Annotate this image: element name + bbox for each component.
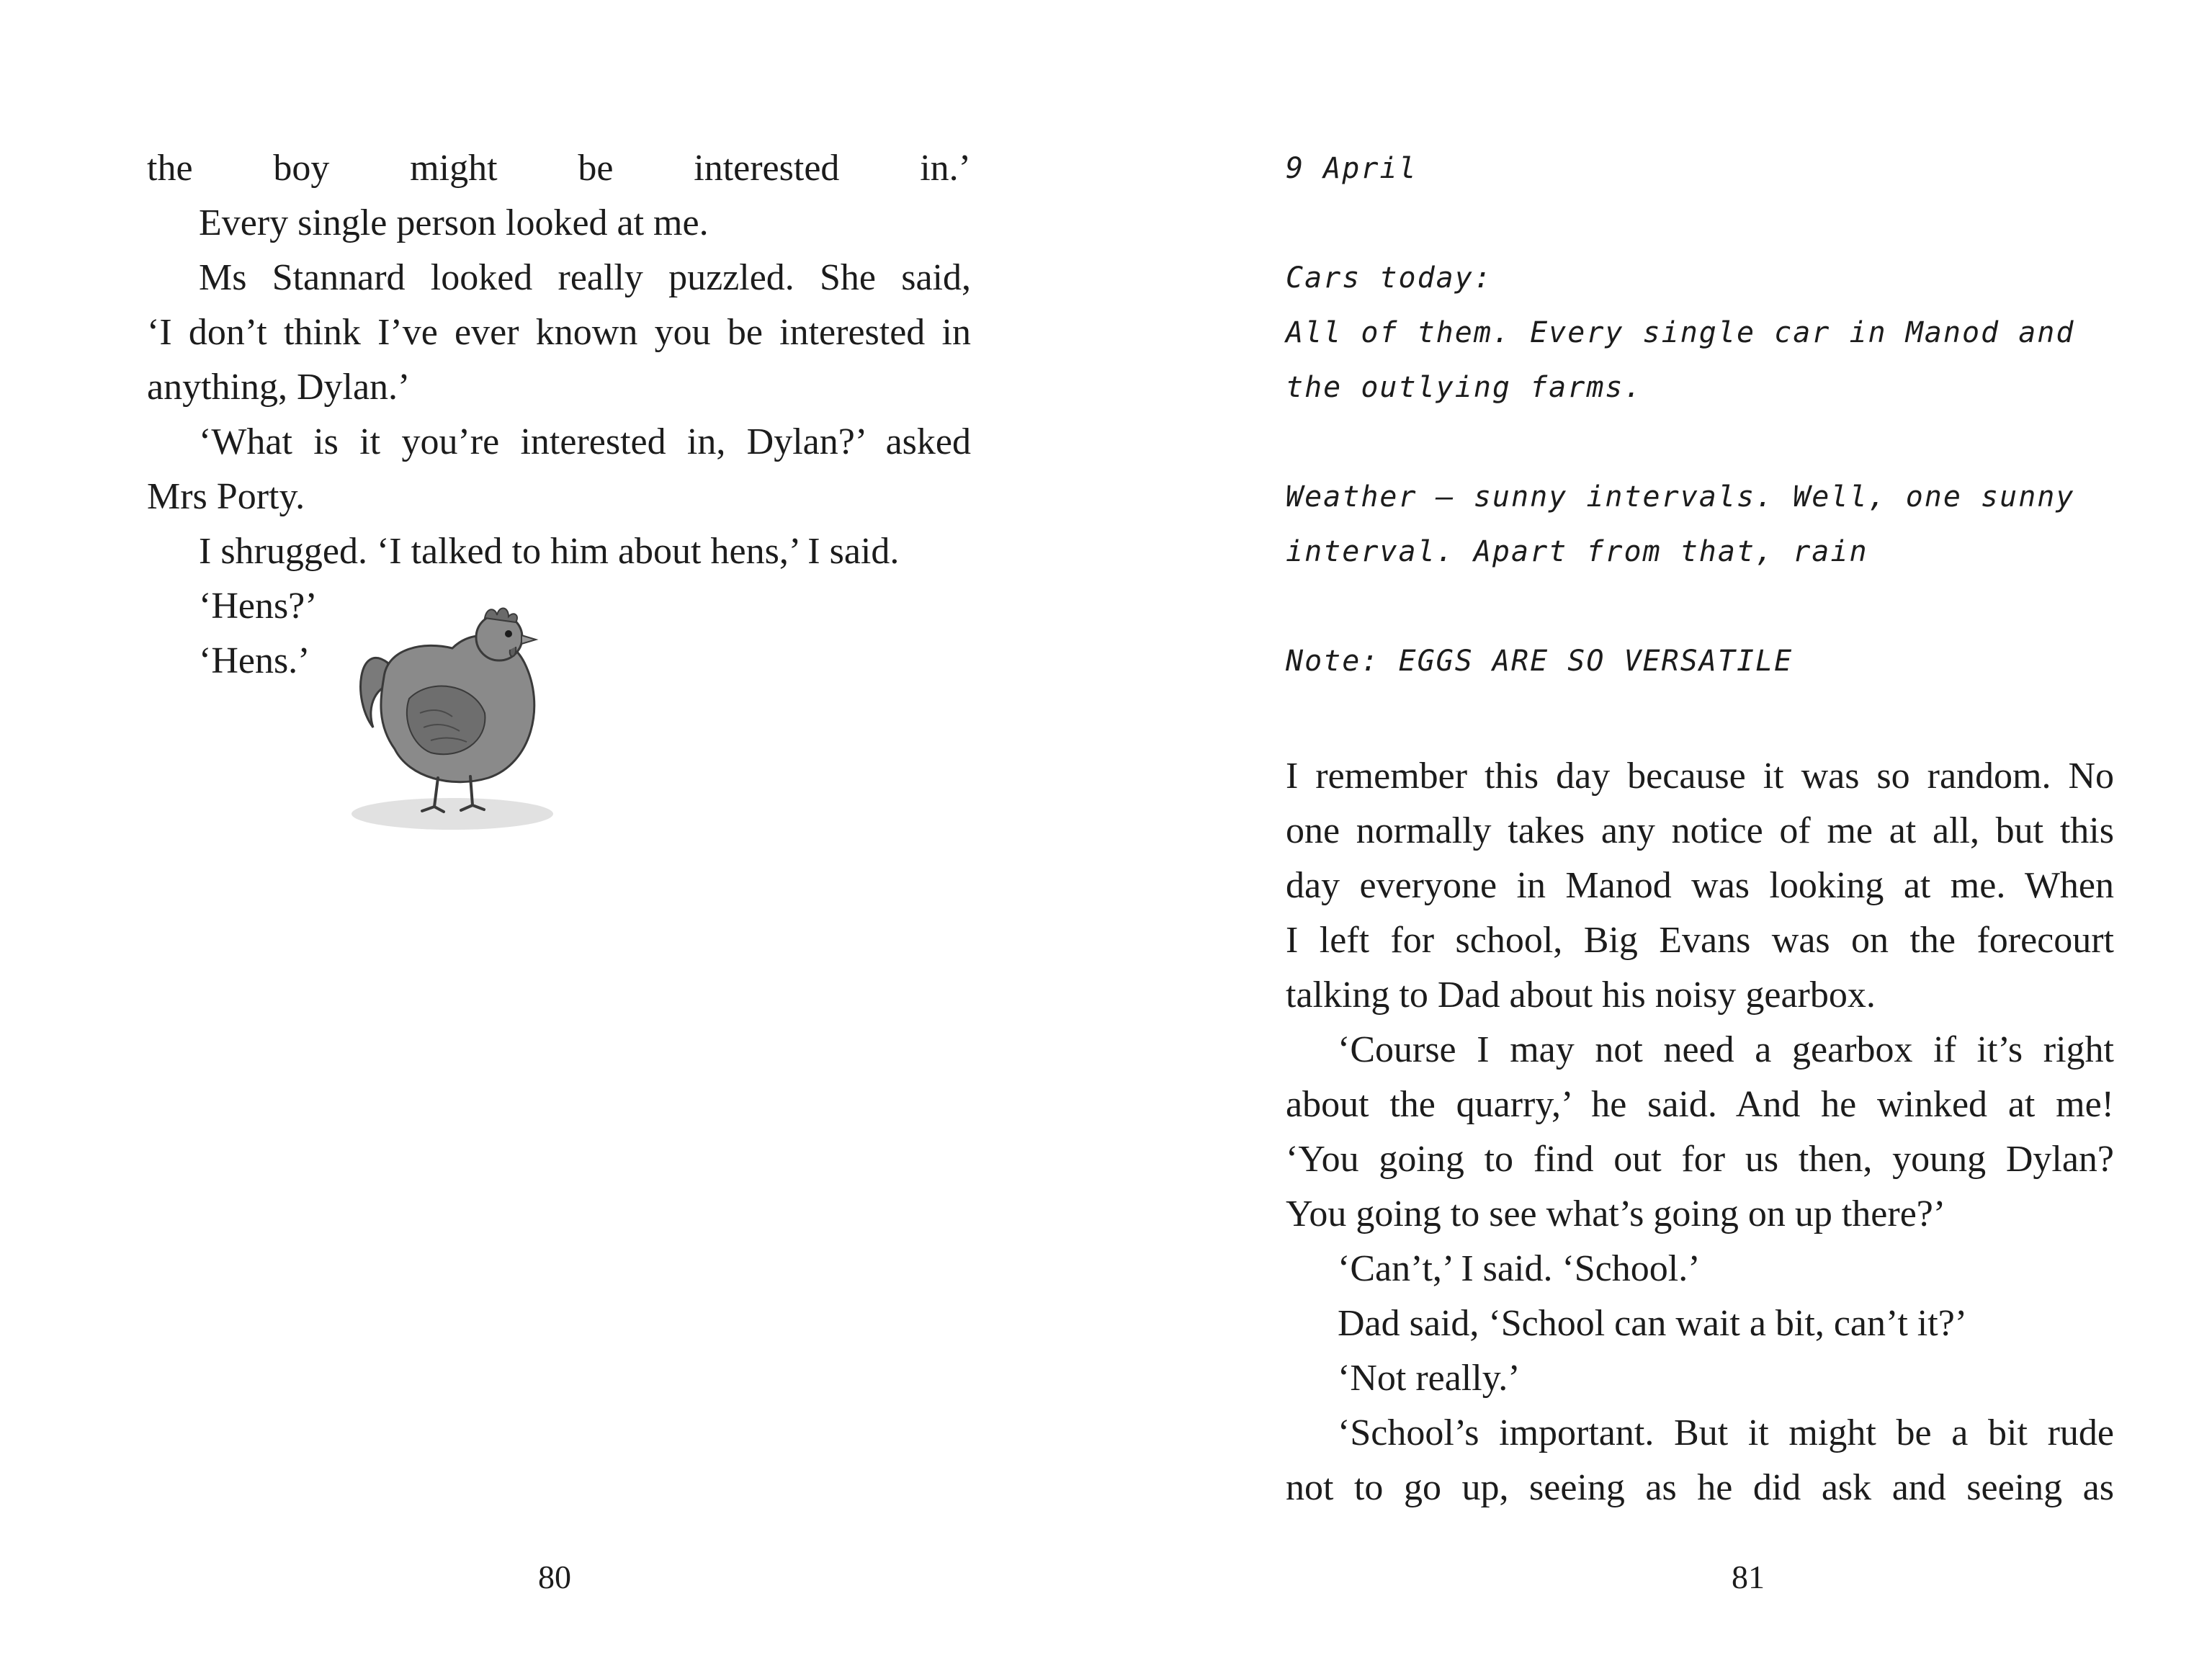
diary-weather-line: Weather – sunny intervals. Well, one sunny bbox=[1286, 480, 2075, 514]
page-number: 81 bbox=[1732, 1559, 1765, 1595]
text-line: ‘Not really.’ bbox=[1338, 1358, 1521, 1399]
text-line: ‘Course I may not need a gearbox if it’s right bbox=[1338, 1029, 2114, 1070]
text-line: ‘You going to find out for us then, young Dylan? bbox=[1286, 1139, 2114, 1180]
text-line: talking to Dad about his noisy gearbox. bbox=[1286, 974, 1876, 1016]
diary-weather-line: interval. Apart from that, rain bbox=[1286, 535, 1868, 568]
text-line: anything, Dylan.’ bbox=[147, 367, 411, 408]
diary-cars-heading: Cars today: bbox=[1286, 261, 1492, 295]
text-line: ‘Hens.’ bbox=[199, 640, 310, 681]
text-line: day everyone in Manod was looking at me. When bbox=[1286, 865, 2114, 906]
text-line: Mrs Porty. bbox=[147, 476, 305, 517]
text-line: I shrugged. ‘I talked to him about hens,’ I said. bbox=[199, 531, 900, 572]
text-line: I left for school, Big Evans was on the forecourt bbox=[1286, 920, 2114, 961]
text-line: not to go up, seeing as he did ask and seeing as bbox=[1286, 1467, 2114, 1508]
text-line: Every single person looked at me. bbox=[199, 202, 709, 243]
text-line: one normally takes any notice of me at all, but this bbox=[1286, 810, 2114, 851]
text-line: I remember this day because it was so random. No bbox=[1286, 756, 2114, 797]
text-line: the boy might be interested in.’ bbox=[147, 148, 971, 189]
text-line: ‘What is it you’re interested in, Dylan?’ asked bbox=[199, 421, 971, 462]
text-line: You going to see what’s going on up there?’ bbox=[1286, 1193, 1946, 1234]
diary-note: Note: EGGS ARE SO VERSATILE bbox=[1286, 645, 1794, 678]
hen-icon bbox=[344, 598, 560, 835]
text-line: Dad said, ‘School can wait a bit, can’t it?’ bbox=[1338, 1303, 1968, 1344]
hen-eye bbox=[505, 630, 512, 637]
diary-date: 9 April bbox=[1286, 152, 1418, 185]
diary-cars-line: All of them. Every single car in Manod and bbox=[1286, 316, 2075, 349]
text-line: ‘I don’t think I’ve ever known you be interested in bbox=[147, 312, 971, 353]
right-page bbox=[1106, 0, 2212, 1676]
text-line: about the quarry,’ he said. And he winked at me! bbox=[1286, 1084, 2114, 1125]
page-number: 80 bbox=[538, 1559, 571, 1595]
diary-cars-line: the outlying farms. bbox=[1286, 371, 1643, 404]
text-line: ‘School’s important. But it might be a bit rude bbox=[1338, 1412, 2114, 1453]
hen-beak bbox=[521, 635, 536, 644]
hen-ground-shadow bbox=[351, 798, 553, 830]
text-line: ‘Hens?’ bbox=[199, 586, 318, 627]
diary-entry bbox=[1286, 141, 2114, 689]
text-line: Ms Stannard looked really puzzled. She said, bbox=[199, 257, 971, 298]
text-line: ‘Can’t,’ I said. ‘School.’ bbox=[1338, 1248, 1701, 1289]
right-page-text bbox=[1286, 749, 2114, 1515]
hen-wing bbox=[407, 686, 485, 755]
